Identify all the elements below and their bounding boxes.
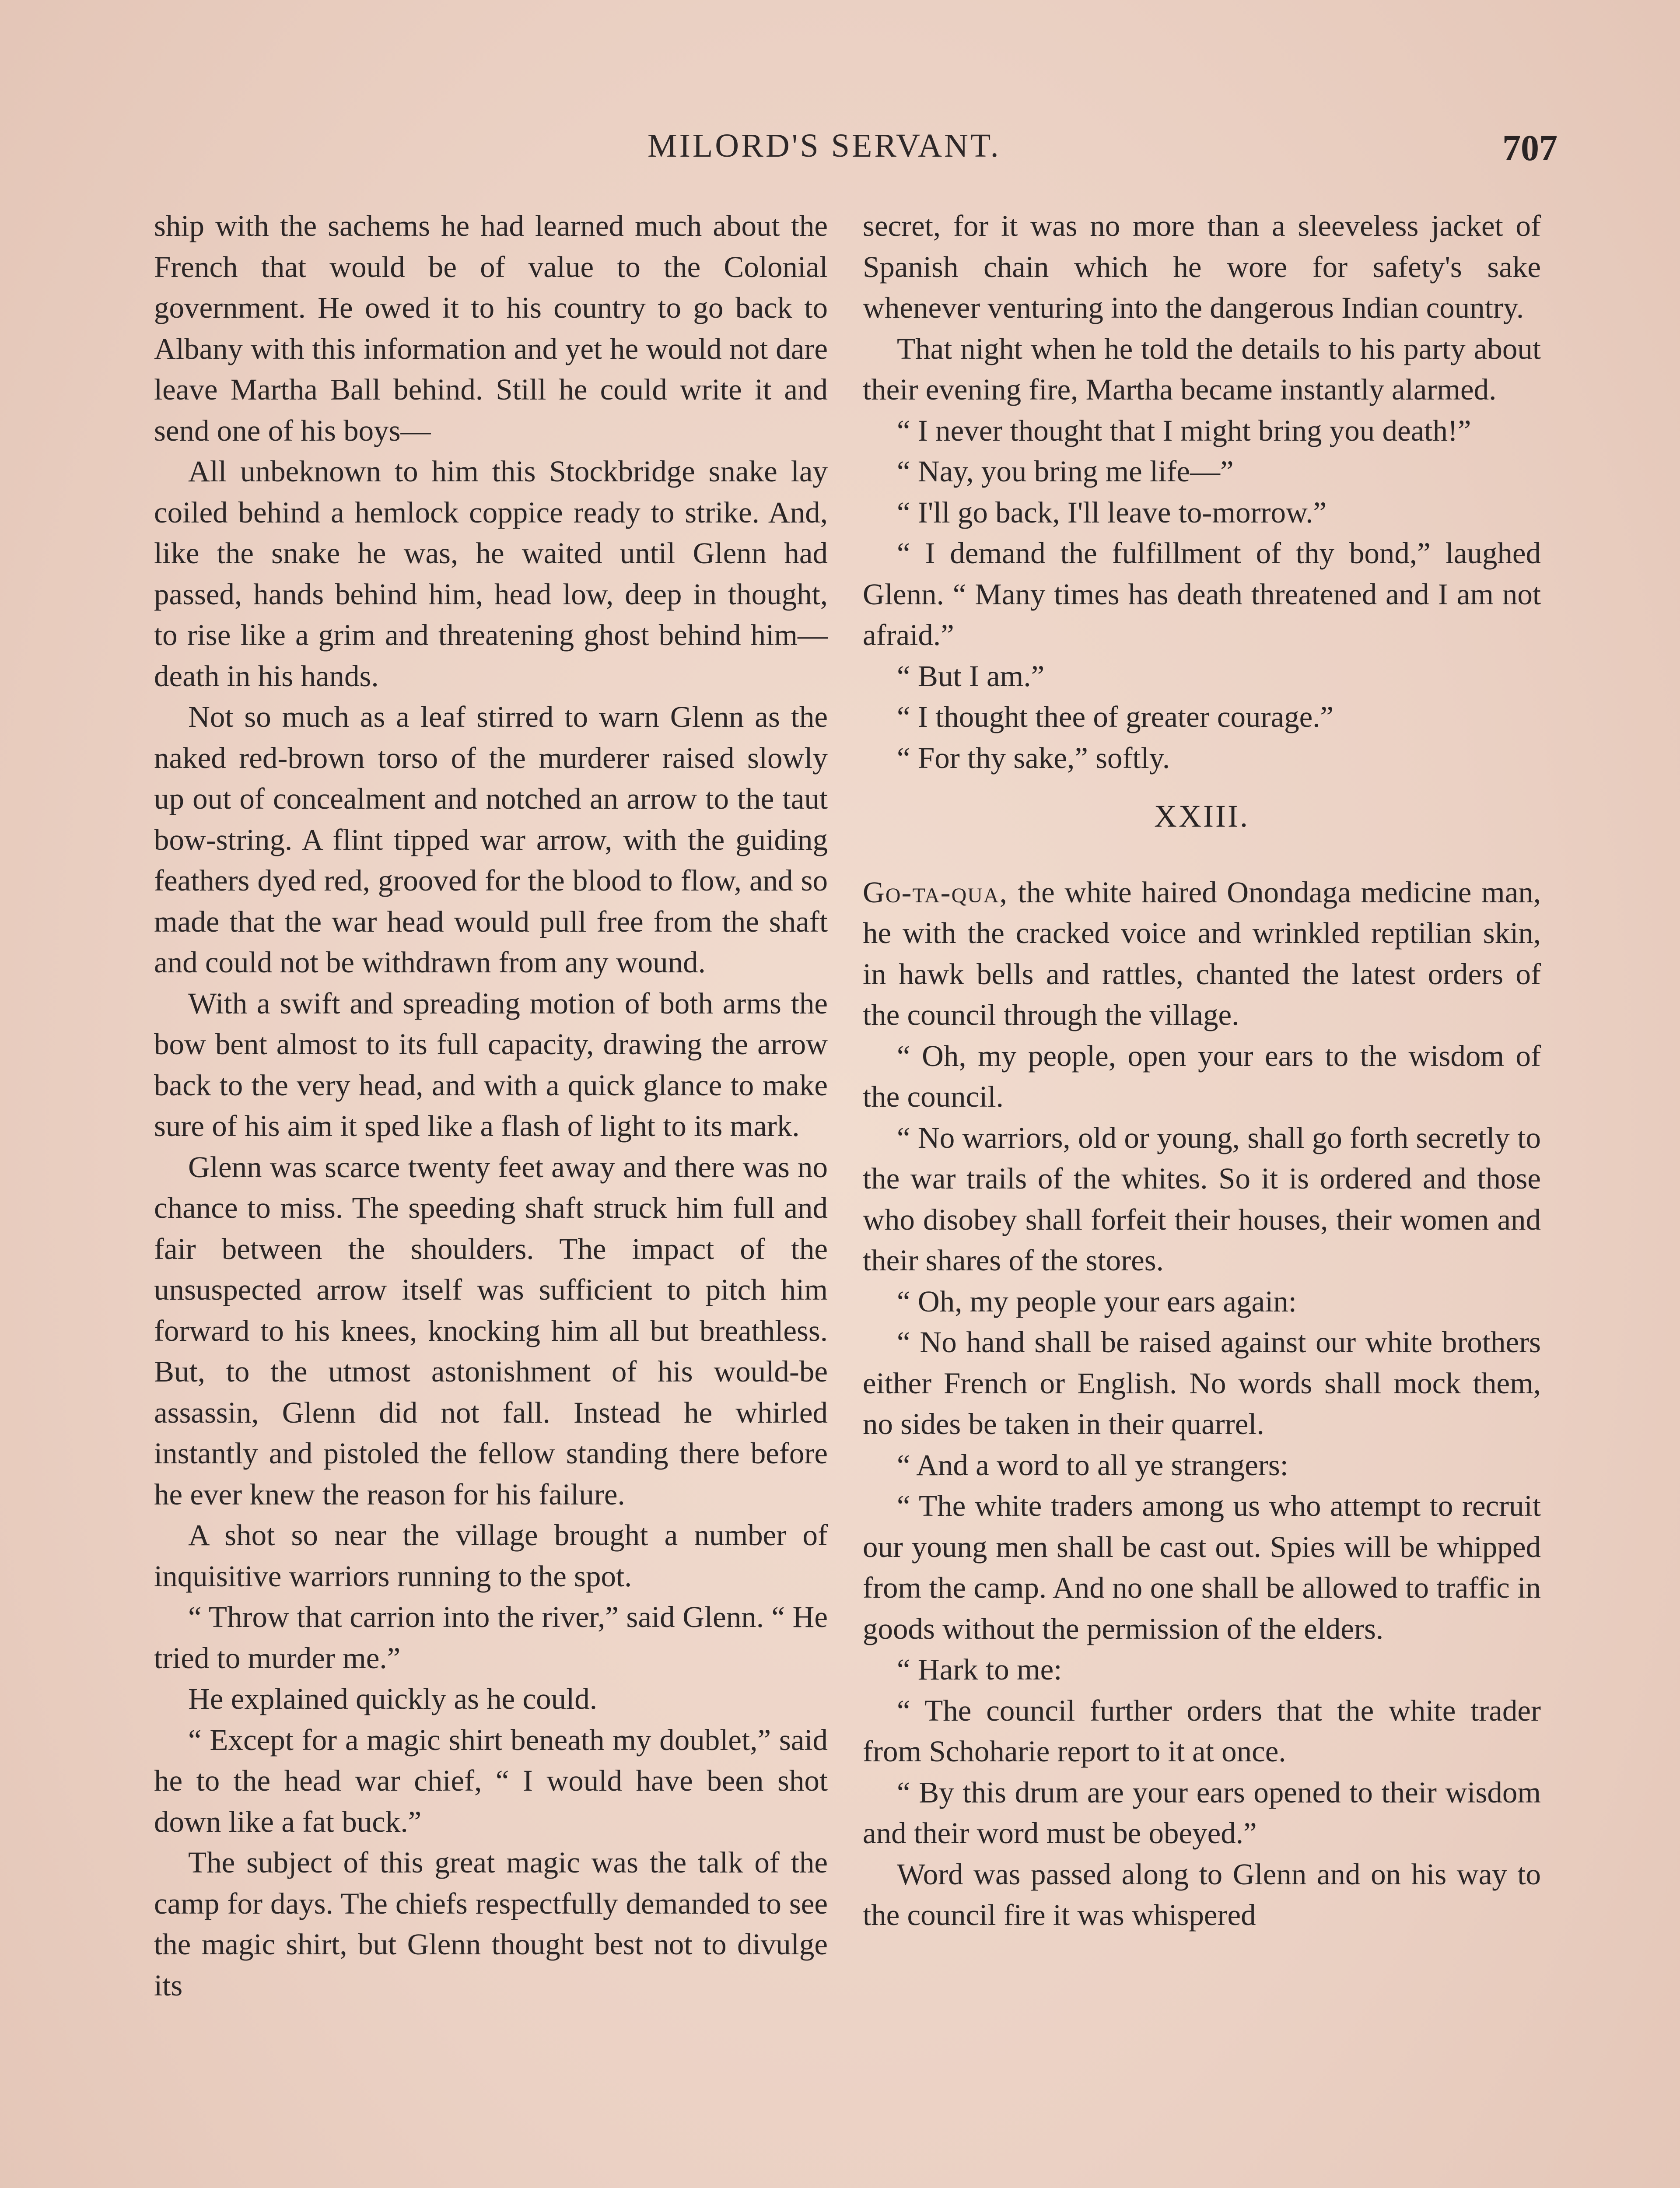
paragraph: “ Hark to me: <box>897 1653 1062 1686</box>
paragraph: ship with the sachems he had learned much about the French that would be of value to the Colonial government. He owed it to his country to go back to Albany with this information and yet he would not dare leave Martha Ball behind. Still he could write it and send one of his boys— <box>154 209 828 447</box>
paragraph: Not so much as a leaf stirred to warn Glenn as the naked red-brown torso of the murderer raised slowly up out of concealment and notched an arrow to the taut bow-string. A flint tipped war arrow, with the guiding feathers dyed red, grooved for the blood to flow, and so made that the war head would pull free from the shaft and could not be withdrawn from any wound. <box>154 700 828 979</box>
paragraph: “ The council further orders that the white trader from Schoharie report to it at once. <box>863 1694 1541 1768</box>
paragraph: “ Throw that carrion into the river,” said Glenn. “ He tried to murder me.” <box>154 1600 828 1675</box>
paragraph: “ I thought thee of greater courage.” <box>897 700 1334 733</box>
paragraph: “ Oh, my people your ears again: <box>897 1284 1297 1318</box>
running-title: MILORD'S SERVANT. <box>648 127 1001 164</box>
paragraph: A shot so near the village brought a number of inquisitive warriors running to the spot. <box>154 1518 828 1593</box>
right-column <box>863 206 1541 1936</box>
paragraph: “ No hand shall be raised against our white brothers either French or English. No words shall mock them, no sides be taken in their quarrel. <box>863 1325 1541 1441</box>
paragraph: Word was passed along to Glenn and on his way to the council fire it was whispered <box>863 1857 1541 1932</box>
paragraph: secret, for it was no more than a sleeveless jacket of Spanish chain which he wore for safety's sake whenever venturing into the dangerous Indian country. <box>863 209 1541 324</box>
paragraph: “ But I am.” <box>897 659 1045 693</box>
paragraph: “ For thy sake,” softly. <box>897 741 1170 775</box>
paragraph: “ I'll go back, I'll leave to-morrow.” <box>897 495 1327 529</box>
paragraph: “ No warriors, old or young, shall go forth secretly to the war trails of the whites. So it is ordered and those who disobey shall forfeit their houses, their women and their shares of the stores. <box>863 1121 1541 1277</box>
page-number: 707 <box>1502 128 1558 168</box>
paragraph: All unbeknown to him this Stockbridge snake lay coiled behind a hemlock coppice ready to strike. And, like the snake he was, he waited until Glenn had passed, hands behind him, head low, deep in thought, to rise like a grim and threatening ghost behind him—death in his hands. <box>154 455 828 693</box>
paragraph: “ Oh, my people, open your ears to the wisdom of the council. <box>863 1039 1541 1113</box>
paragraph: “ I never thought that I might bring you death!” <box>897 414 1471 447</box>
paragraph: That night when he told the details to his party about their evening fire, Martha became instantly alarmed. <box>863 332 1541 406</box>
paragraph: With a swift and spreading motion of both arms the bow bent almost to its full capacity, drawing the arrow back to the very head, and with a quick glance to make sure of his aim it sped like a flash of light to its mark. <box>154 986 828 1143</box>
paragraph: “ And a word to all ye strangers: <box>897 1448 1288 1482</box>
paragraph: Glenn was scarce twenty feet away and there was no chance to miss. The speeding shaft struck him full and fair between the shoulders. The impact of the unsuspected arrow itself was sufficient to pitch him forward to his knees, knocking him all but breathless. But, to the utmost astonishment of his would-be assassin, Glenn did not fall. Instead he whirled instantly and pistoled the fellow standing there before he ever knew the reason for his failure. <box>154 1150 828 1511</box>
paragraph: He explained quickly as he could. <box>188 1682 598 1715</box>
paragraph: “ Nay, you bring me life—” <box>897 455 1234 488</box>
paragraph: “ The white traders among us who attempt to recruit our young men shall be cast out. Spies will be whipped from the camp. And no one shall be allowed to traffic in goods without the permission of the elders. <box>863 1489 1541 1645</box>
paragraph: “ Except for a magic shirt beneath my doublet,” said he to the head war chief, “ I would have been shot down like a fat buck.” <box>154 1723 828 1838</box>
chapter-opening-name: Go-ta-qua, <box>863 875 1008 909</box>
left-column <box>154 206 828 2006</box>
paragraph: “ By this drum are your ears opened to their wisdom and their word must be obeyed.” <box>863 1775 1541 1850</box>
paragraph: The subject of this great magic was the talk of the camp for days. The chiefs respectfully demanded to see the magic shirt, but Glenn thought best not to divulge its <box>154 1846 828 2002</box>
chapter-opening-paragraph <box>863 872 1541 1036</box>
paragraph: “ I demand the fulfillment of thy bond,” laughed Glenn. “ Many times has death threatened and I am not afraid.” <box>863 536 1541 652</box>
chapter-opening-text: the white haired Onondaga medicine man, he with the cracked voice and wrinkled reptilian skin, in hawk bells and rattles, chanted the latest orders of the council through the village. <box>863 875 1541 1031</box>
chapter-heading: XXIII. <box>1154 799 1250 834</box>
page-header <box>149 127 1558 175</box>
